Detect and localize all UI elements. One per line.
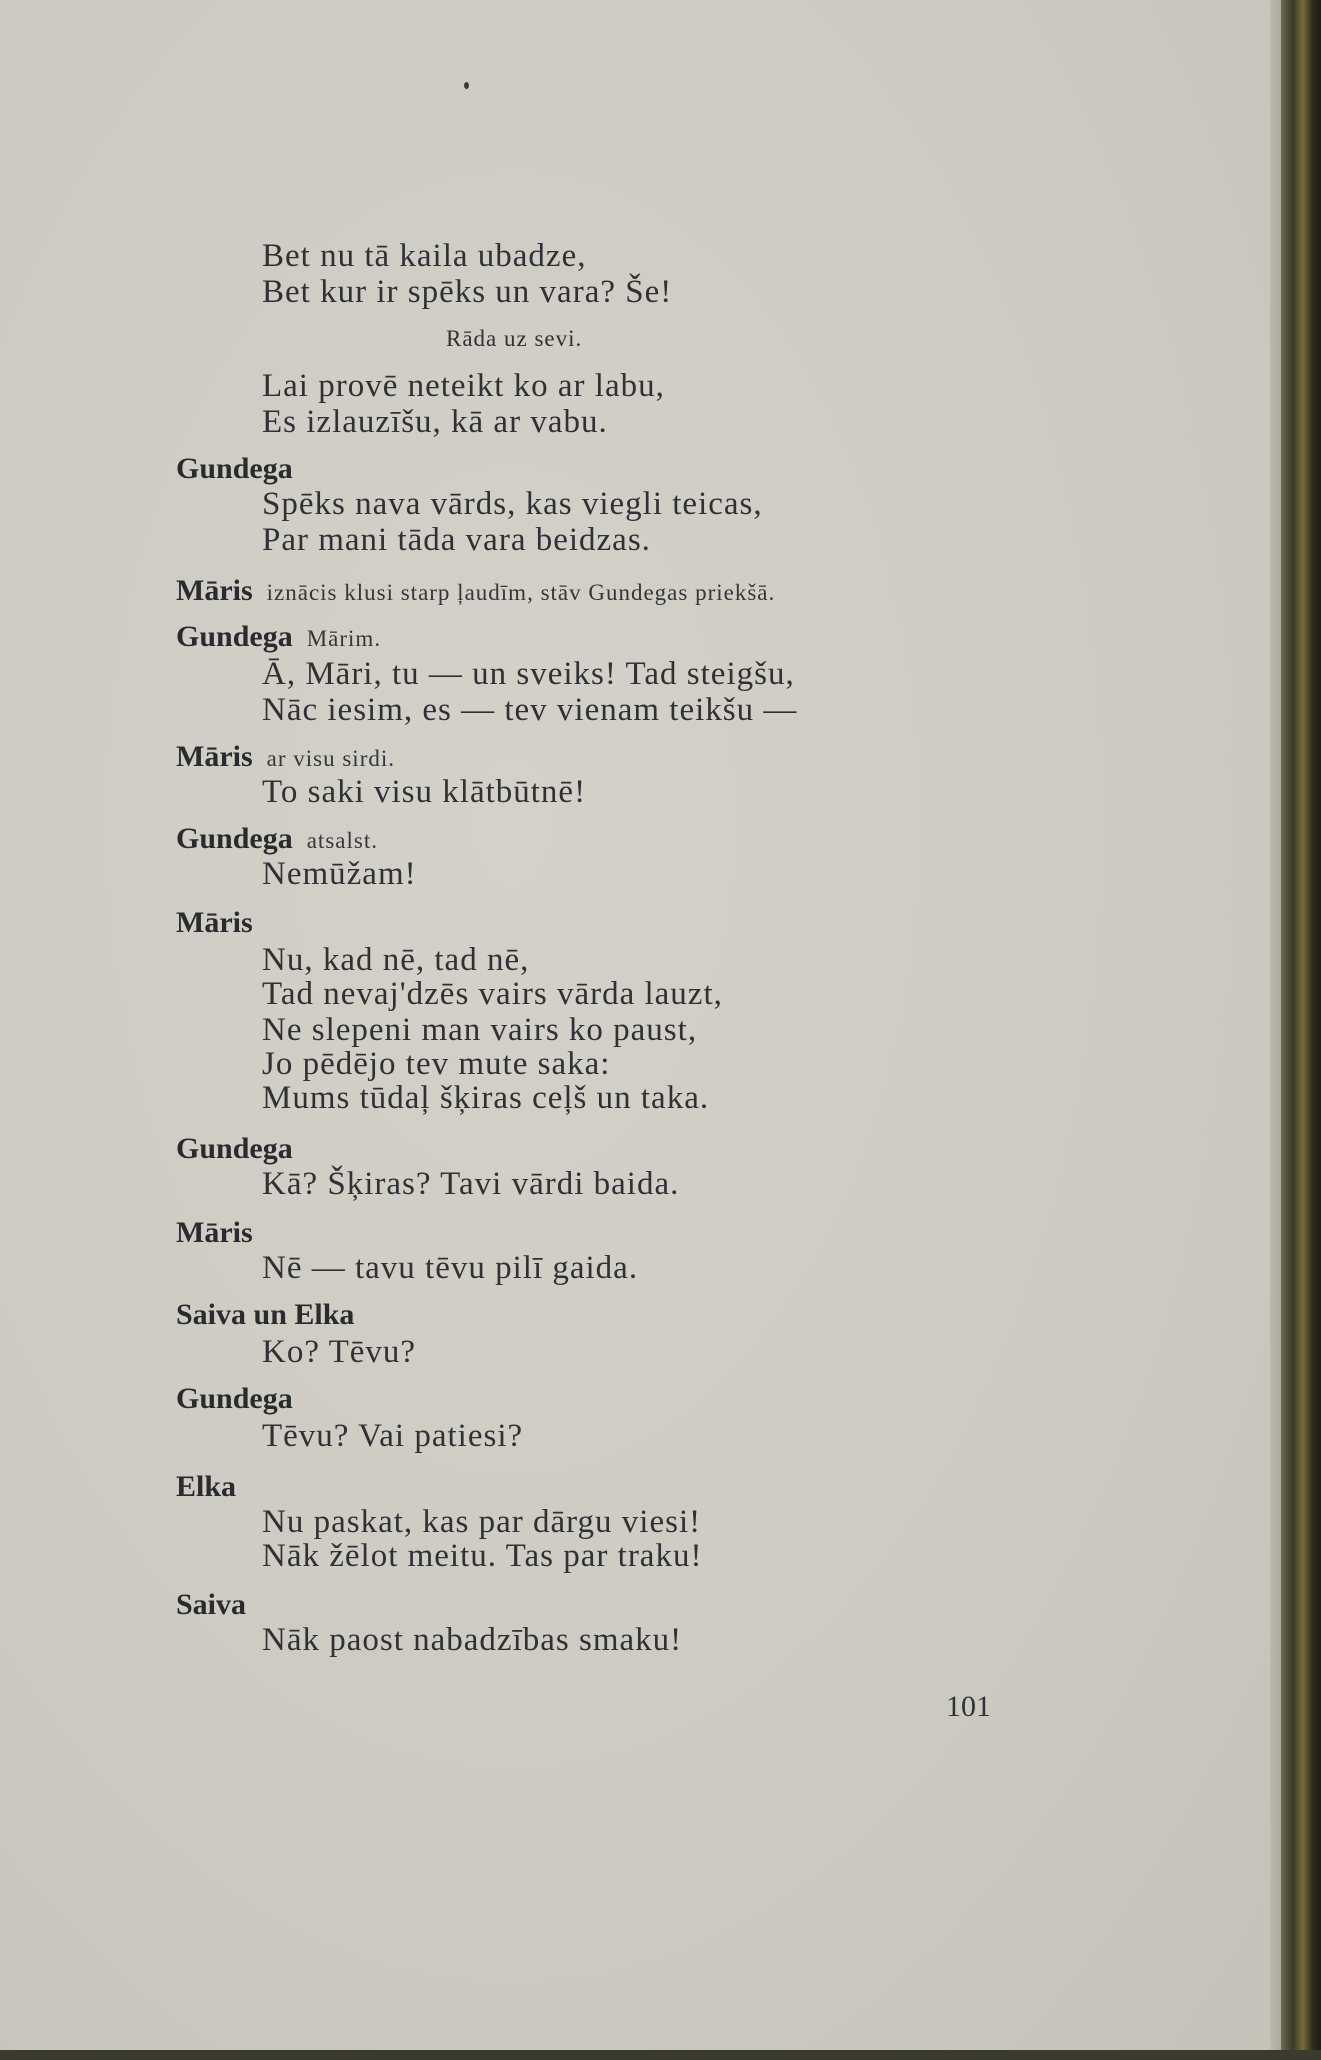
stage-direction: atsalst.	[306, 828, 378, 853]
verse-line: Par mani tāda vara beidzas.	[262, 522, 651, 558]
speaker-name: Māris	[176, 574, 253, 607]
verse-line: Es izlauzīšu, kā ar vabu.	[262, 404, 608, 440]
verse-line: Ne slepeni man vairs ko paust,	[262, 1012, 698, 1048]
verse-line: Nāk žēlot meitu. Tas par traku!	[262, 1538, 703, 1574]
speaker-name: Elka	[176, 1470, 237, 1503]
speaker-line	[176, 740, 395, 774]
speaker-name: Saiva	[176, 1588, 247, 1621]
verse-line: Nē — tavu tēvu pilī gaida.	[262, 1250, 639, 1286]
ink-speck	[464, 82, 469, 89]
speaker-name: Māris	[176, 1216, 253, 1249]
verse-line: Bet kur ir spēks un vara? Še!	[262, 274, 673, 310]
book-spine	[1281, 0, 1321, 2060]
verse-line: Bet nu tā kaila ubadze,	[262, 238, 587, 274]
speaker-line	[176, 620, 381, 654]
speaker-line	[176, 574, 775, 608]
speaker-name: Māris	[176, 906, 253, 939]
verse-line: Lai provē neteikt ko ar labu,	[262, 368, 665, 404]
page-number: 101	[946, 1690, 991, 1723]
verse-line: Nu paskat, kas par dārgu viesi!	[262, 1504, 702, 1540]
verse-line: Tad nevaj'dzēs vairs vārda lauzt,	[262, 976, 723, 1012]
verse-line: Nemūžam!	[262, 856, 417, 892]
stage-direction: Rāda uz sevi.	[446, 326, 583, 351]
verse-line: Ko? Tēvu?	[262, 1334, 417, 1370]
stage-direction: iznācis klusi starp ļaudīm, stāv Gundegas priekšā.	[266, 580, 776, 605]
speaker-name: Māris	[176, 740, 253, 773]
verse-line: Ā, Māri, tu — un sveiks! Tad steigšu,	[262, 656, 795, 692]
speaker-name: Gundega	[176, 1132, 293, 1165]
verse-line: Spēks nava vārds, kas viegli teicas,	[262, 486, 763, 522]
verse-line: Nu, kad nē, tad nē,	[262, 942, 530, 978]
stage-direction: ar visu sirdi.	[266, 746, 395, 771]
verse-line: Nāk paost nabadzības smaku!	[262, 1622, 683, 1658]
speaker-name: Saiva un Elka	[176, 1298, 355, 1331]
speaker-name: Gundega	[176, 1382, 293, 1415]
verse-line: Nāc iesim, es — tev vienam teikšu —	[262, 692, 798, 728]
stage-direction: Mārim.	[306, 626, 382, 651]
speaker-line	[176, 822, 378, 856]
speaker-name: Gundega	[176, 822, 293, 855]
speaker-name: Gundega	[176, 620, 293, 653]
verse-line: Tēvu? Vai patiesi?	[262, 1418, 524, 1454]
verse-line: Mums tūdaļ šķiras ceļš un taka.	[262, 1080, 710, 1116]
verse-line: To saki visu klātbūtnē!	[262, 774, 587, 810]
speaker-name: Gundega	[176, 452, 293, 485]
verse-line: Jo pēdējo tev mute saka:	[262, 1046, 611, 1082]
verse-line: Kā? Šķiras? Tavi vārdi baida.	[262, 1166, 680, 1202]
bottom-edge	[0, 2050, 1321, 2060]
